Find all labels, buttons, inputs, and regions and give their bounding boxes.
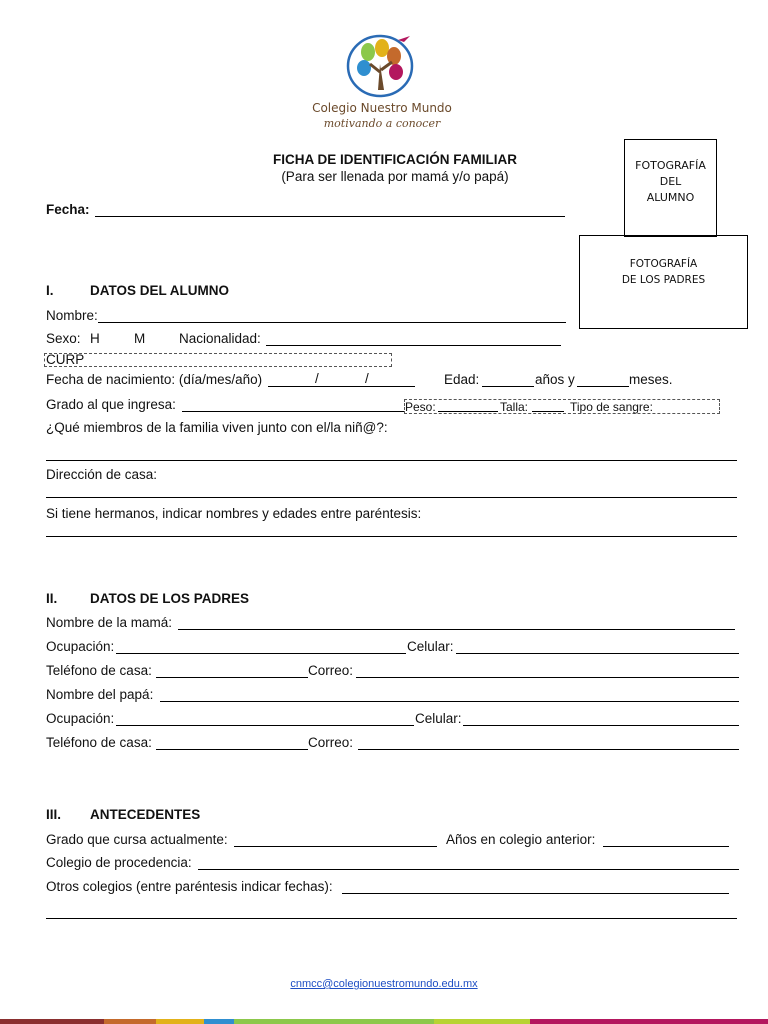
logo-name: Colegio Nuestro Mundo — [312, 101, 452, 115]
celular-mama-label: Celular: — [407, 639, 454, 654]
meses-label: meses. — [629, 372, 673, 387]
otros-colegios-label: Otros colegios (entre paréntesis indicar fechas): — [46, 879, 333, 894]
curp-field[interactable] — [44, 353, 392, 367]
fecha-field[interactable] — [95, 216, 565, 217]
footer-stripe-5 — [234, 1019, 434, 1024]
nacionalidad-field[interactable] — [266, 345, 561, 346]
telefono-mama-label: Teléfono de casa: — [46, 663, 152, 678]
telefono-papa-label: Teléfono de casa: — [46, 735, 152, 750]
direccion-field[interactable] — [46, 497, 737, 498]
ocupacion-mama-label: Ocupación: — [46, 639, 115, 654]
nombre-mama-field[interactable] — [178, 629, 735, 630]
celular-papa-label: Celular: — [415, 711, 462, 726]
parents-photo-label-2: DE LOS PADRES — [621, 274, 706, 286]
direccion-label: Dirección de casa: — [46, 467, 158, 482]
otros-colegios-field[interactable] — [342, 893, 729, 894]
section1-title: DATOS DEL ALUMNO — [90, 283, 230, 298]
celular-mama-field[interactable] — [456, 653, 739, 654]
footer-stripe-3 — [156, 1019, 204, 1024]
section2-number: II. — [46, 591, 58, 606]
correo-papa-field[interactable] — [358, 749, 739, 750]
sexo-label: Sexo: — [46, 331, 81, 346]
footer-stripe-4 — [204, 1019, 234, 1024]
nombre-papa-label: Nombre del papá: — [46, 687, 154, 702]
anos-colegio-label: Años en colegio anterior: — [446, 832, 596, 847]
student-photo-label-2: DEL — [659, 175, 682, 188]
nombre-field[interactable] — [98, 322, 566, 323]
footer-email-wrap — [0, 975, 768, 990]
edad-anos-field[interactable] — [482, 386, 534, 387]
logo-tagline: motivando a conocer — [323, 117, 441, 130]
miembros-familia-field[interactable] — [46, 460, 737, 461]
anos-label: años y — [535, 372, 575, 387]
miembros-familia-label: ¿Qué miembros de la familia viven junto con el/la niñ@?: — [46, 420, 388, 435]
edad-label: Edad: — [444, 372, 480, 387]
footer-stripe-1 — [0, 1019, 104, 1024]
talla-label: Talla: — [500, 400, 529, 414]
grado-actual-label: Grado que cursa actualmente: — [46, 832, 228, 847]
student-photo-box — [624, 139, 717, 237]
procedencia-field[interactable] — [198, 869, 739, 870]
edad-meses-field[interactable] — [577, 386, 629, 387]
peso-label: Peso: — [405, 400, 436, 414]
nombre-mama-label: Nombre de la mamá: — [46, 615, 173, 630]
curp-label: CURP — [46, 352, 85, 367]
form-subtitle: (Para ser llenada por mamá y/o papá) — [281, 169, 509, 184]
ocupacion-mama-field[interactable] — [116, 653, 406, 654]
otros-colegios-extra-field[interactable] — [46, 918, 737, 919]
fecha-nacimiento-field[interactable] — [268, 386, 415, 387]
fecha-slash-1: / — [315, 371, 319, 386]
nacionalidad-label: Nacionalidad: — [179, 331, 261, 346]
celular-papa-field[interactable] — [463, 725, 739, 726]
footer-email-link[interactable]: cnmcc@colegionuestromundo.edu.mx — [290, 978, 478, 990]
grado-ingresa-field[interactable] — [182, 411, 404, 412]
peso-field[interactable] — [438, 411, 498, 412]
student-photo-label-1: FOTOGRAFÍA — [635, 159, 706, 172]
fecha-nacimiento-label: Fecha de nacimiento: (día/mes/año) — [46, 372, 263, 387]
form-title: FICHA DE IDENTIFICACIÓN FAMILIAR — [273, 152, 517, 167]
correo-papa-label: Correo: — [308, 735, 354, 750]
fecha-label: Fecha: — [46, 202, 90, 217]
ocupacion-papa-label: Ocupación: — [46, 711, 115, 726]
correo-mama-label: Correo: — [308, 663, 354, 678]
telefono-papa-field[interactable] — [156, 749, 308, 750]
section2-title: DATOS DE LOS PADRES — [90, 591, 250, 606]
tipo-sangre-label: Tipo de sangre: — [570, 400, 653, 414]
sexo-h-option[interactable]: H — [90, 331, 100, 346]
school-logo — [340, 28, 420, 100]
anos-colegio-field[interactable] — [603, 846, 729, 847]
hermanos-field[interactable] — [46, 536, 737, 537]
ocupacion-papa-field[interactable] — [116, 725, 414, 726]
talla-field[interactable] — [532, 411, 564, 412]
fecha-slash-2: / — [365, 371, 369, 386]
student-photo-label-3: ALUMNO — [646, 191, 695, 204]
hermanos-label: Si tiene hermanos, indicar nombres y edades entre paréntesis: — [46, 506, 422, 521]
sexo-m-option[interactable]: M — [134, 331, 146, 346]
parents-photo-label-1: FOTOGRAFÍA — [629, 258, 698, 270]
nombre-papa-field[interactable] — [160, 701, 739, 702]
grado-actual-field[interactable] — [234, 846, 437, 847]
footer-stripe-2 — [104, 1019, 156, 1024]
nombre-label: Nombre: — [46, 308, 98, 323]
section3-title: ANTECEDENTES — [90, 807, 201, 822]
correo-mama-field[interactable] — [356, 677, 739, 678]
grado-ingresa-label: Grado al que ingresa: — [46, 397, 176, 412]
footer-stripe-6 — [434, 1019, 530, 1024]
parents-photo-box — [579, 235, 748, 329]
footer-stripe-7 — [530, 1019, 768, 1024]
section3-number: III. — [46, 807, 62, 822]
procedencia-label: Colegio de procedencia: — [46, 855, 192, 870]
telefono-mama-field[interactable] — [156, 677, 308, 678]
section1-number: I. — [46, 283, 54, 298]
